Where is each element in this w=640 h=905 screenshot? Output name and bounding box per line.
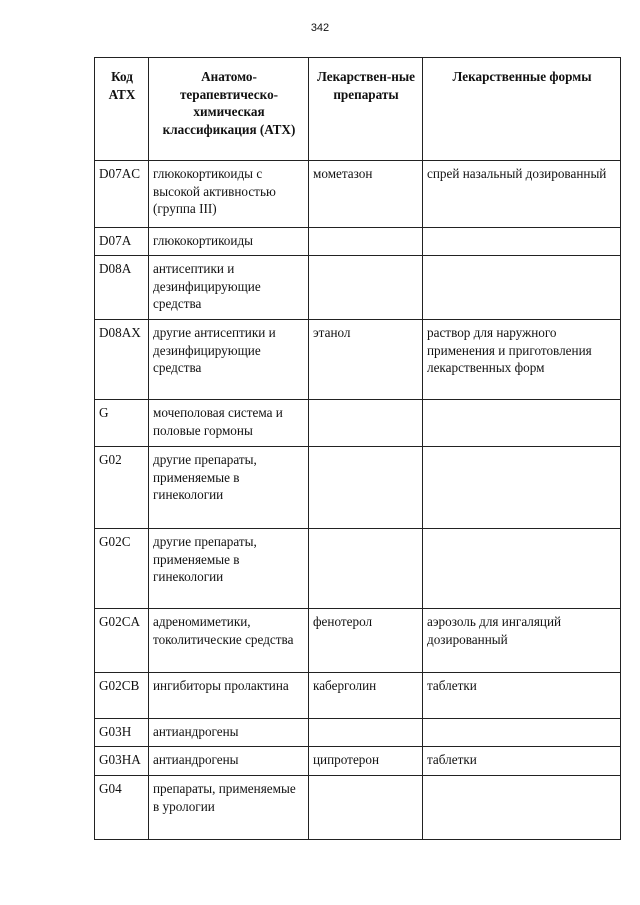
cell-drug: этанол: [309, 320, 423, 400]
header-code: Код АТХ: [95, 58, 149, 161]
cell-form: таблетки: [423, 673, 621, 719]
cell-code: G03H: [95, 719, 149, 747]
cell-classification: глюкокортикоиды: [149, 228, 309, 256]
cell-classification: препараты, применяемые в урологии: [149, 776, 309, 840]
cell-code: G02CA: [95, 609, 149, 673]
cell-form: [423, 529, 621, 609]
cell-form: [423, 447, 621, 529]
cell-code: D07AC: [95, 161, 149, 228]
cell-drug: [309, 719, 423, 747]
header-drugs: Лекарствен-ные препараты: [309, 58, 423, 161]
cell-code: G02C: [95, 529, 149, 609]
cell-classification: антиандрогены: [149, 719, 309, 747]
cell-code: G02CB: [95, 673, 149, 719]
table-row: [95, 529, 621, 609]
header-forms: Лекарственные формы: [423, 58, 621, 161]
cell-drug: [309, 400, 423, 447]
cell-drug: каберголин: [309, 673, 423, 719]
cell-form: таблетки: [423, 747, 621, 776]
cell-drug: [309, 447, 423, 529]
table-row: [95, 161, 621, 228]
cell-form: аэрозоль для ингаляций дозированный: [423, 609, 621, 673]
cell-drug: [309, 228, 423, 256]
cell-drug: [309, 776, 423, 840]
cell-code: D07A: [95, 228, 149, 256]
table-row: [95, 719, 621, 747]
table-row: [95, 256, 621, 320]
cell-classification: мочеполовая система и половые гормоны: [149, 400, 309, 447]
cell-classification: адреномиметики, токолитические средства: [149, 609, 309, 673]
cell-form: [423, 776, 621, 840]
page-number: 342: [310, 22, 330, 34]
table-row: [95, 400, 621, 447]
cell-code: D08A: [95, 256, 149, 320]
table-row: [95, 747, 621, 776]
cell-form: спрей назальный дозированный: [423, 161, 621, 228]
cell-drug: [309, 256, 423, 320]
cell-form: раствор для наружного применения и приготовления лекарственных форм: [423, 320, 621, 400]
header-classification: Анатомо-терапевтическо-химическая классификация (АТХ): [149, 58, 309, 161]
cell-form: [423, 256, 621, 320]
table-header-row: [95, 58, 621, 161]
cell-classification: другие препараты, применяемые в гинекологии: [149, 529, 309, 609]
cell-code: G03HA: [95, 747, 149, 776]
cell-code: G02: [95, 447, 149, 529]
cell-code: G04: [95, 776, 149, 840]
cell-form: [423, 719, 621, 747]
table-row: [95, 673, 621, 719]
cell-drug: мометазон: [309, 161, 423, 228]
cell-code: D08AX: [95, 320, 149, 400]
cell-classification: другие препараты, применяемые в гинекологии: [149, 447, 309, 529]
table-row: [95, 320, 621, 400]
cell-drug: [309, 529, 423, 609]
table-row: [95, 609, 621, 673]
cell-classification: ингибиторы пролактина: [149, 673, 309, 719]
cell-form: [423, 400, 621, 447]
table-row: [95, 447, 621, 529]
cell-drug: фенотерол: [309, 609, 423, 673]
atx-classification-table: [94, 57, 621, 840]
cell-classification: антиандрогены: [149, 747, 309, 776]
cell-code: G: [95, 400, 149, 447]
cell-classification: антисептики и дезинфицирующие средства: [149, 256, 309, 320]
cell-classification: другие антисептики и дезинфицирующие средства: [149, 320, 309, 400]
table-row: [95, 776, 621, 840]
cell-form: [423, 228, 621, 256]
cell-classification: глюкокортикоиды с высокой активностью (группа III): [149, 161, 309, 228]
cell-drug: ципротерон: [309, 747, 423, 776]
table-row: [95, 228, 621, 256]
